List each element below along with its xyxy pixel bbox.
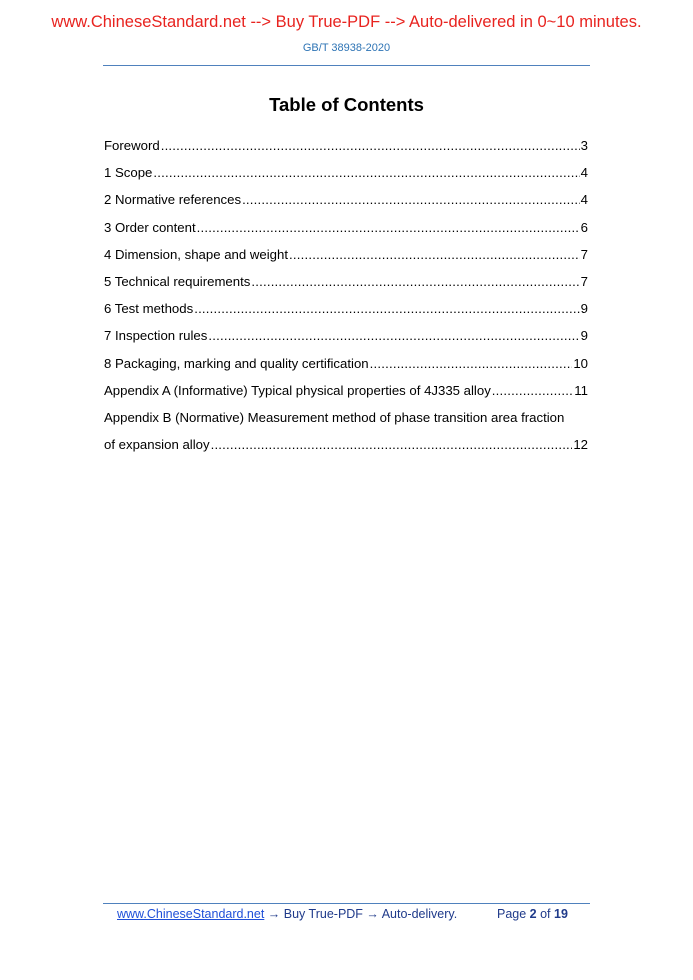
dot-leader — [153, 165, 579, 181]
toc-entry-page: 4 — [580, 165, 588, 181]
toc-entry-label: 8 Packaging, marking and quality certification — [104, 355, 369, 371]
dot-leader — [370, 356, 573, 372]
toc-entry-dimension-shape-weight[interactable] — [104, 247, 588, 274]
page-of-word: of — [536, 907, 554, 921]
toc-entry-normative-references[interactable] — [104, 192, 588, 219]
toc-entry-page: 9 — [580, 301, 588, 317]
dot-leader — [197, 220, 580, 236]
toc-entry-page: 11 — [574, 382, 588, 398]
toc-entry-page: 7 — [580, 273, 588, 289]
toc-entry-label: 4 Dimension, shape and weight — [104, 246, 289, 262]
document-code: GB/T 38938-2020 — [302, 42, 391, 54]
dot-leader — [194, 301, 579, 317]
footer-tagline: → Buy True-PDF → Auto-delivery. — [264, 907, 458, 921]
toc-entry-label: Appendix B (Normative) Measurement method of phase transition area fraction — [104, 409, 565, 425]
toc-entry-page: 6 — [580, 219, 588, 235]
page-indicator — [497, 907, 568, 921]
toc-entry-test-methods[interactable] — [104, 301, 588, 328]
toc-entry-label: 6 Test methods — [104, 301, 194, 317]
toc-entry-order-content[interactable] — [104, 220, 588, 247]
footer-site-link[interactable]: www.ChineseStandard.net — [117, 907, 265, 921]
toc-entry-packaging-marking[interactable] — [104, 356, 588, 383]
toc-entry-appendix-a[interactable] — [104, 383, 588, 410]
dot-leader — [161, 138, 580, 154]
header-divider — [103, 65, 590, 66]
table-of-contents — [104, 138, 588, 464]
top-banner[interactable]: www.ChineseStandard.net --> Buy True-PDF --> Auto-delivered in 0~10 minutes. — [51, 13, 642, 31]
toc-entry-appendix-b-line1[interactable] — [104, 410, 588, 437]
toc-entry-page: 12 — [573, 437, 588, 453]
toc-entry-label: of expansion alloy — [104, 437, 210, 453]
current-page-number: 2 — [529, 907, 537, 921]
dot-leader — [242, 192, 580, 208]
dot-leader — [211, 437, 573, 453]
toc-entry-page: 7 — [580, 246, 588, 262]
toc-title: Table of Contents — [269, 94, 424, 115]
toc-entry-label: 5 Technical requirements — [104, 273, 251, 289]
toc-entry-technical-requirements[interactable] — [104, 274, 588, 301]
page-word: Page — [497, 907, 530, 921]
page-footer — [117, 907, 587, 921]
toc-entry-foreword[interactable] — [104, 138, 588, 165]
toc-entry-label: 3 Order content — [104, 219, 196, 235]
toc-entry-label: 7 Inspection rules — [104, 328, 208, 344]
toc-entry-page: 4 — [580, 192, 588, 208]
toc-entry-inspection-rules[interactable] — [104, 328, 588, 355]
toc-entry-page: 10 — [573, 355, 588, 371]
toc-entry-label: Appendix A (Informative) Typical physical properties of 4J335 alloy — [104, 382, 491, 398]
toc-entry-page: 9 — [580, 328, 588, 344]
total-pages-number: 19 — [554, 907, 568, 921]
dot-leader — [208, 328, 579, 344]
dot-leader — [289, 247, 580, 263]
footer-divider — [103, 903, 590, 904]
toc-entry-appendix-b-line2[interactable] — [104, 437, 588, 464]
toc-entry-label: Foreword — [104, 138, 160, 153]
dot-leader — [251, 274, 579, 290]
toc-entry-label: 1 Scope — [104, 165, 153, 181]
toc-entry-scope[interactable] — [104, 165, 588, 192]
toc-entry-label: 2 Normative references — [104, 192, 242, 208]
toc-entry-page: 3 — [580, 138, 588, 153]
dot-leader — [492, 383, 574, 399]
